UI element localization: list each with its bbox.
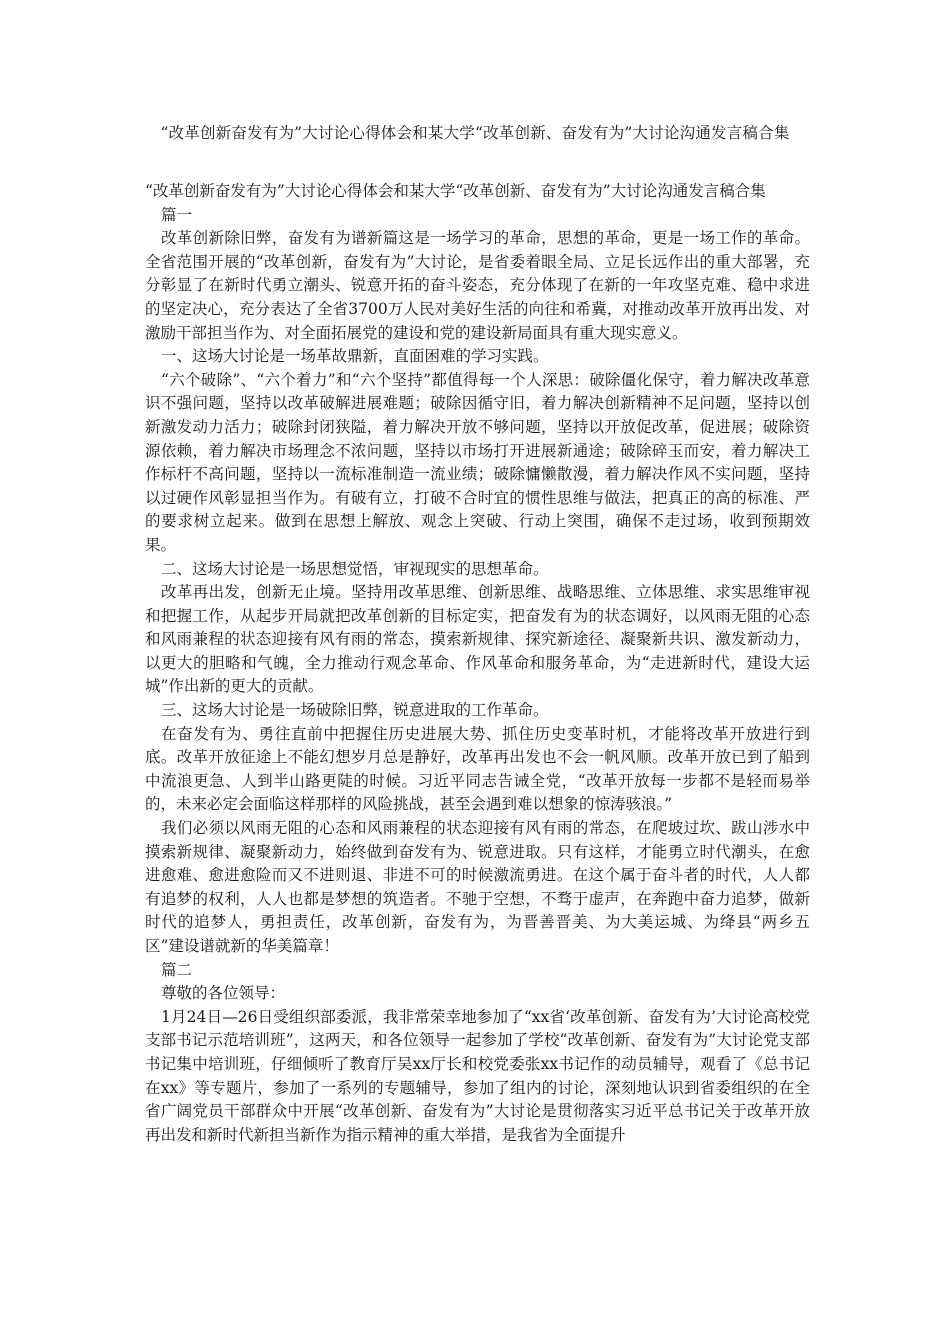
paragraph: 1月24日—26日受组织部委派，我非常荣幸地参加了“xx省‘改革创新、奋发有为’大讨论高校党支部书记示范培训班”，这两天，和各位领导一起参加了学校“改革创新、奋发有为”大讨论党支部书记集中培训班，仔细倾听了教育厅吴xx厅长和校党委张xx书记作的动员辅导，观看了《总书记在xx》等专题片，参加了一系列的专题辅导，参加了组内的讨论，深刻地认识到省委组织的在全省广阔党员干部群众中开展“改革创新、奋发有为”大讨论是贯彻落实习近平总书记关于改革开放再出发和新时代新担当新作为指示精神的重大举措，是我省为全面提升 <box>145 1007 810 1144</box>
paragraph: “六个破除”、“六个着力”和“六个坚持”都值得每一个人深思：破除僵化保守，着力解决改革意识不强问题，坚持以改革破解进展难题；破除因循守旧，着力解决创新精神不足问题，坚持以创新激发动力活力；破除封闭狭隘，着力解决开放不够问题，坚持以开放促改革，促进展；破除资源依赖，着力解决市场理念不浓问题，坚持以市场打开进展新通途；破除碎玉而安，着力解决工作标杆不高问题，坚持以一流标准制造一流业绩；破除慵懒散漫，着力解决作风不实问题，坚持以过硬作风彰显担当作为。有破有立，打破不合时宜的惯性思维与做法，把真正的高的标准、严的要求树立起来。做到在思想上解放、观念上突破、行动上突围，确保不走过场，收到预期效果。 <box>145 370 810 554</box>
document-title: “改革创新奋发有为”大讨论心得体会和某大学“改革创新、奋发有为”大讨论沟通发言稿合集 <box>145 182 766 200</box>
document-body <box>145 180 810 1147</box>
page-header-title: “改革创新奋发有为”大讨论心得体会和某大学“改革创新、奋发有为”大讨论沟通发言稿合集 <box>160 124 790 142</box>
part-one-label: 篇一 <box>161 205 193 224</box>
paragraph: 改革再出发，创新无止境。坚持用改革思维、创新思维、战略思维、立体思维、求实思维审视和把握工作，从起步开局就把改革创新的目标定实，把奋发有为的状态调好，以风雨无阻的心态和风雨兼程的状态迎接有风有雨的常态，摸索新规律、探究新途径、凝聚新共识、激发新动力，以更大的胆略和气魄，全力推动行观念革命、作风革命和服务革命，为“走进新时代，建设大运城”作出新的更大的贡献。 <box>145 583 810 696</box>
paragraph: 我们必须以风雨无阻的心态和风雨兼程的状态迎接有风有雨的常态，在爬坡过坎、跋山涉水中摸索新规律、凝聚新动力，始终做到奋发有为、锐意进取。只有这样，才能勇立时代潮头，在愈进愈难、愈进愈险而又不进则退、非进不可的时候激流勇进。在这个属于奋斗者的时代，人人都有追梦的权利，人人也都是梦想的筑造者。不驰于空想，不骛于虚声，在奔跑中奋力追梦，做新时代的追梦人，勇担责任，改革创新，奋发有为，为晋善晋美、为大美运城、为绛县“两乡五区”建设谱就新的华美篇章！ <box>145 819 810 955</box>
greeting: 尊敬的各位领导： <box>161 984 286 1003</box>
section-heading: 三、这场大讨论是一场破除旧弊，锐意进取的工作革命。 <box>161 701 549 720</box>
section-heading: 二、这场大讨论是一场思想觉悟，审视现实的思想革命。 <box>161 559 549 578</box>
paragraph: 改革创新除旧弊，奋发有为谱新篇这是一场学习的革命，思想的革命，更是一场工作的革命。全省范围开展的“改革创新，奋发有为”大讨论，是省委着眼全局、立足长远作出的重大部署，充分彰显了在新时代勇立潮头、锐意开拓的奋斗姿态，充分体现了在新的一年攻坚克难、稳中求进的坚定决心，充分表达了全省3700万人民对美好生活的向往和希冀，对推动改革开放再出发、对激励干部担当作为、对全面拓展党的建设和党的建设新局面具有重大现实意义。 <box>145 229 810 342</box>
part-two-label: 篇二 <box>161 960 193 979</box>
paragraph: 在奋发有为、勇往直前中把握住历史进展大势、抓住历史变革时机，才能将改革开放进行到底。改革开放征途上不能幻想岁月总是静好，改革再出发也不会一帆风顺。改革开放已到了船到中流浪更急、人到半山路更陡的时候。习近平同志告诫全党，“改革开放每一步都不是轻而易举的，未来必定会面临这样那样的风险挑战，甚至会遇到难以想象的惊涛骇浪。” <box>145 724 810 814</box>
section-heading: 一、这场大讨论是一场革故鼎新，直面困难的学习实践。 <box>161 347 549 366</box>
